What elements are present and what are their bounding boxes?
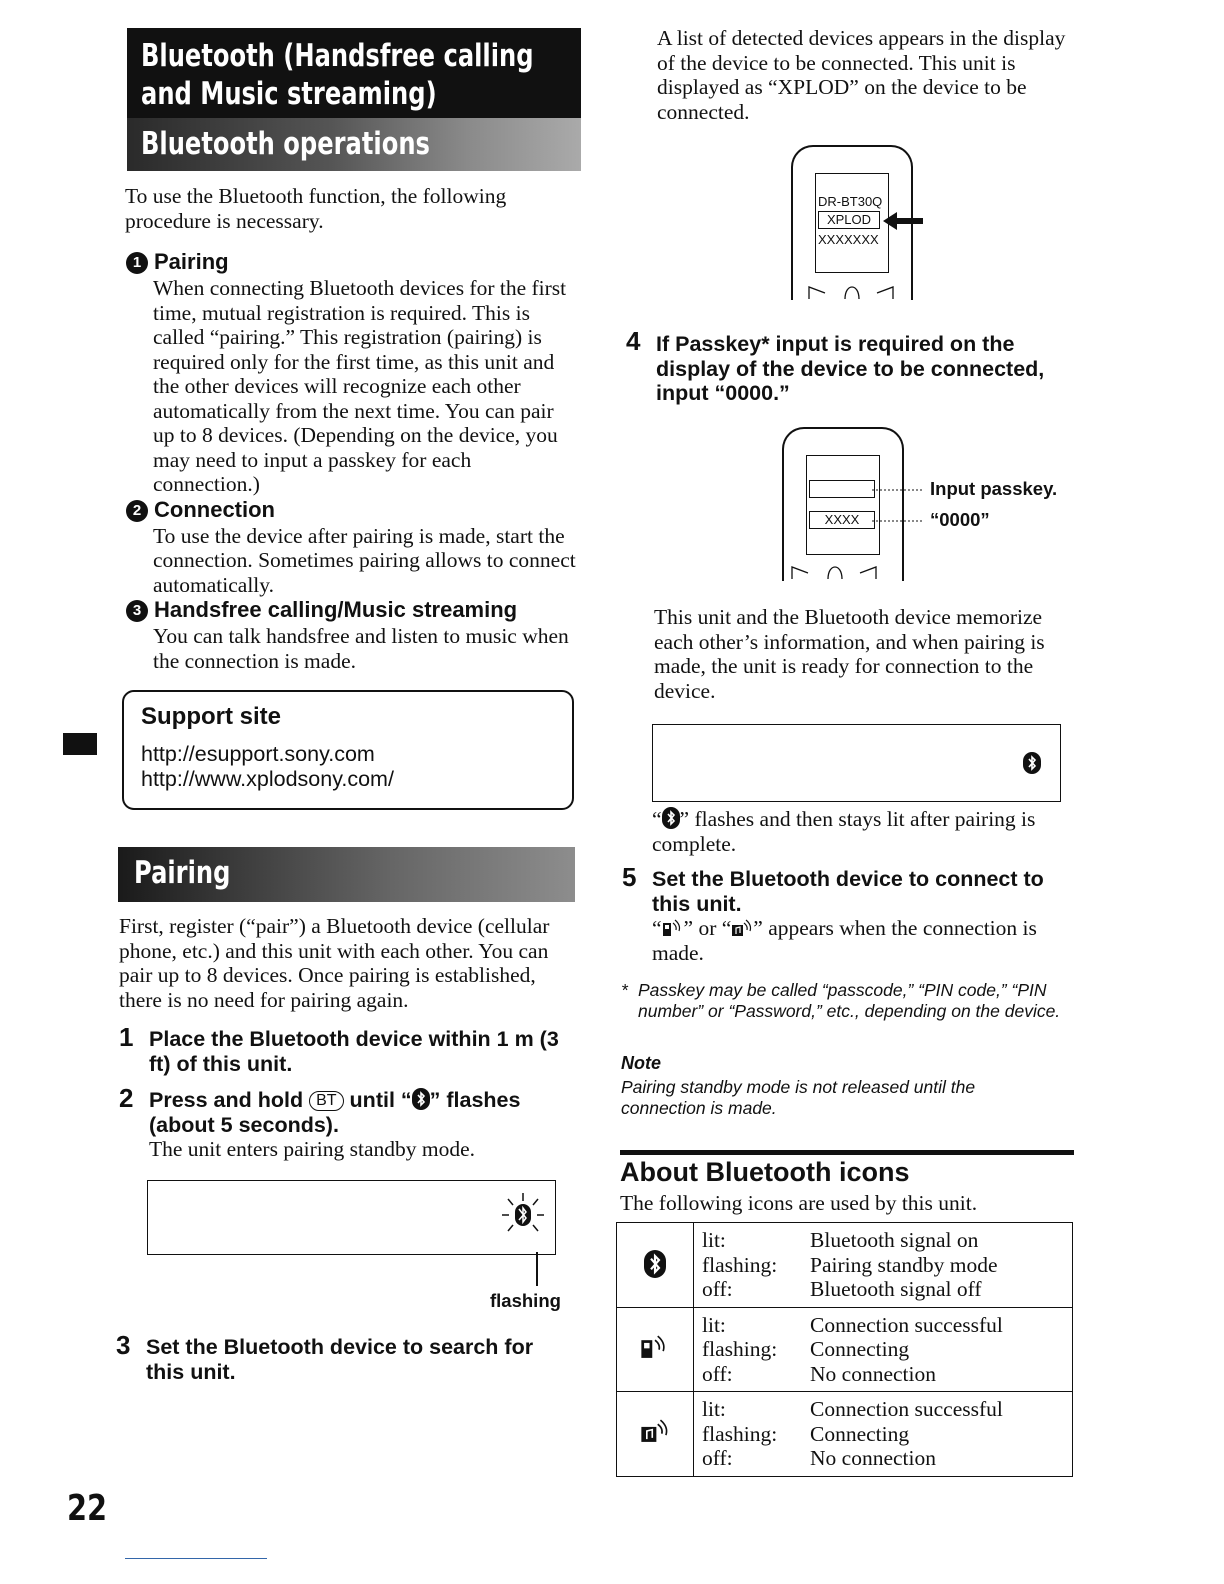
state-label: flashing: — [702, 1421, 778, 1446]
state-value: Bluetooth signal off — [810, 1277, 982, 1301]
unit-display-flashing — [147, 1180, 556, 1255]
bluetooth-flashing-icon — [496, 1189, 550, 1251]
table-row — [617, 1392, 1073, 1477]
phone-keys-icon — [807, 279, 897, 301]
step-text: If Passkey* input is required on the display of the device to be connected, input “0000.” — [656, 332, 1045, 405]
unit-display-lit — [652, 724, 1061, 802]
pairing-title: Pairing — [134, 855, 231, 891]
number-badge-2: 2 — [126, 500, 148, 522]
section-title-line1: Bluetooth (Handsfree calling — [141, 38, 534, 74]
step-1 — [119, 1022, 574, 1076]
step-text: Press and hold — [149, 1088, 304, 1112]
state-value: No connection — [810, 1361, 936, 1386]
intro-text: To use the Bluetooth function, the following procedure is necessary. — [125, 184, 507, 233]
state-label: lit: — [702, 1312, 726, 1337]
table-row — [617, 1223, 1073, 1308]
state-label: flashing: — [702, 1252, 778, 1277]
note-text: Pairing standby mode is not released until the connection is made. — [621, 1077, 976, 1118]
phone-connection-icon — [640, 1333, 670, 1361]
pairing-intro: First, register (“pair”) a Bluetooth device (cellular phone, etc.) and this unit with each other. You can pair up to 8 devices. Once pairing is established, there is no need for pairing again. — [119, 914, 550, 1012]
passkey-prompt-field — [809, 480, 875, 498]
pairing-header — [118, 847, 575, 902]
procedure-text: To use the device after pairing is made, start the connection. Sometimes pairing allows to connect automatically. — [153, 523, 576, 597]
callout-lines — [872, 481, 922, 529]
state-value: Connection successful — [810, 1312, 1003, 1337]
table-row — [617, 1307, 1073, 1392]
number-badge-1: 1 — [126, 252, 148, 274]
state-label: off: — [702, 1446, 733, 1470]
procedure-title: Handsfree calling/Music streaming — [154, 597, 518, 622]
bluetooth-icon — [412, 1088, 430, 1110]
phone-keys-icon — [790, 559, 880, 581]
arrow-left-icon — [883, 211, 923, 231]
step-5 — [622, 862, 1074, 965]
passkey-value-label: “0000” — [930, 509, 990, 530]
step-number: 5 — [622, 862, 637, 892]
state-value: Bluetooth signal on — [810, 1228, 979, 1252]
memorize-text: This unit and the Bluetooth device memorize each other’s information, and when pairing is made, the unit is ready for connection to the device. — [654, 605, 1045, 703]
note-title: Note — [621, 1053, 661, 1073]
step-number: 2 — [119, 1083, 134, 1113]
callout-line — [536, 1252, 538, 1286]
state-label: lit: — [702, 1397, 726, 1421]
phone-screen — [815, 173, 889, 273]
music-connection-icon — [731, 919, 753, 937]
step-number: 1 — [119, 1022, 134, 1052]
support-site-box — [122, 690, 574, 810]
support-title: Support site — [141, 703, 282, 730]
bluetooth-icon — [644, 1250, 666, 1278]
procedure-item-pairing — [126, 249, 578, 497]
step-text: Set the Bluetooth device to search for this unit. — [146, 1335, 534, 1384]
footer-rule — [125, 1558, 267, 1559]
detected-devices-text: A list of detected devices appears in the display of the device to be connected. This unit is displayed as “XPLOD” on the device to be connected. — [657, 26, 1066, 124]
page-number: 22 — [67, 1488, 108, 1529]
flashing-label: flashing — [490, 1290, 561, 1311]
state-label: off: — [702, 1277, 733, 1301]
section-header — [127, 28, 581, 171]
procedure-title: Pairing — [154, 249, 229, 274]
support-url-2[interactable]: http://www.xplodsony.com/ — [141, 767, 394, 791]
step-number: 3 — [116, 1330, 131, 1360]
support-url-1[interactable]: http://esupport.sony.com — [141, 742, 375, 766]
step-number: 4 — [626, 326, 641, 356]
state-label: off: — [702, 1361, 733, 1386]
phone-illustration-1 — [791, 145, 913, 300]
procedure-text: When connecting Bluetooth devices for the first time, mutual registration is required. This is called “pairing.” This registration (pairing) is required only for the first time, as this unit and the other devices will recognize each other automatically from the next time. You can pair up to 8 devices. (Depending on the device, you may need to input a passkey for each connection.) — [153, 276, 567, 496]
state-value: Connection successful — [810, 1397, 1003, 1421]
icons-section-intro: The following icons are used by this unit. — [620, 1191, 978, 1215]
state-value: Connecting — [810, 1421, 910, 1446]
state-value: No connection — [810, 1446, 936, 1470]
flash-note: “ ” flashes and then stays lit after pairing is complete. — [652, 807, 1036, 856]
procedure-item-streaming — [126, 597, 578, 673]
section-title-line2: and Music streaming) — [141, 76, 437, 112]
bluetooth-icon — [662, 807, 680, 829]
bt-button: BT — [309, 1091, 343, 1111]
section-rule — [620, 1150, 1074, 1155]
state-label: flashing: — [702, 1337, 778, 1361]
device-list-item: XXXXXXX — [818, 232, 879, 247]
footnote-mark: * — [621, 980, 628, 1000]
step-note: “ ” or “ ” appears when the connection is made. — [652, 916, 1037, 965]
device-list-item-selected: XPLOD — [818, 211, 880, 229]
phone-connection-icon — [662, 919, 684, 937]
step-text: Place the Bluetooth device within 1 m (3 ft) of this unit. — [149, 1027, 559, 1076]
step-2: 2 Press and hold BT until “ ” flashes (about 5 seconds). The unit enters pairing standby mode. — [119, 1083, 574, 1162]
music-connection-icon — [640, 1417, 670, 1445]
procedure-title: Connection — [154, 496, 275, 522]
section-subtitle: Bluetooth operations — [141, 126, 430, 162]
state-label: lit: — [702, 1228, 726, 1252]
procedure-text: You can talk handsfree and listen to music when the connection is made. — [153, 624, 569, 673]
step-3 — [116, 1330, 571, 1384]
icons-section-title: About Bluetooth icons — [620, 1157, 910, 1187]
step-4 — [626, 326, 1076, 406]
device-list-item: DR-BT30Q — [818, 194, 883, 209]
subtitle-bar — [127, 118, 581, 171]
section-tab-marker — [63, 733, 97, 755]
bluetooth-icon — [1023, 752, 1041, 774]
step-note: The unit enters pairing standby mode. — [149, 1137, 476, 1161]
procedure-list — [126, 249, 578, 673]
procedure-item-connection — [126, 497, 578, 598]
icon-legend-table — [616, 1222, 1073, 1477]
footnote-text: Passkey may be called “passcode,” “PIN code,” “PIN number” or “Password,” etc., depending on the device. — [638, 980, 1061, 1021]
phone-screen — [806, 455, 880, 555]
phone-illustration-2 — [782, 427, 904, 581]
passkey-input-field: XXXX — [809, 511, 875, 529]
number-badge-3: 3 — [126, 600, 148, 622]
state-value: Connecting — [810, 1337, 910, 1361]
step-text: Set the Bluetooth device to connect to this unit. — [652, 867, 1044, 916]
state-value: Pairing standby mode — [810, 1252, 998, 1277]
input-passkey-label: Input passkey. — [930, 478, 1058, 499]
